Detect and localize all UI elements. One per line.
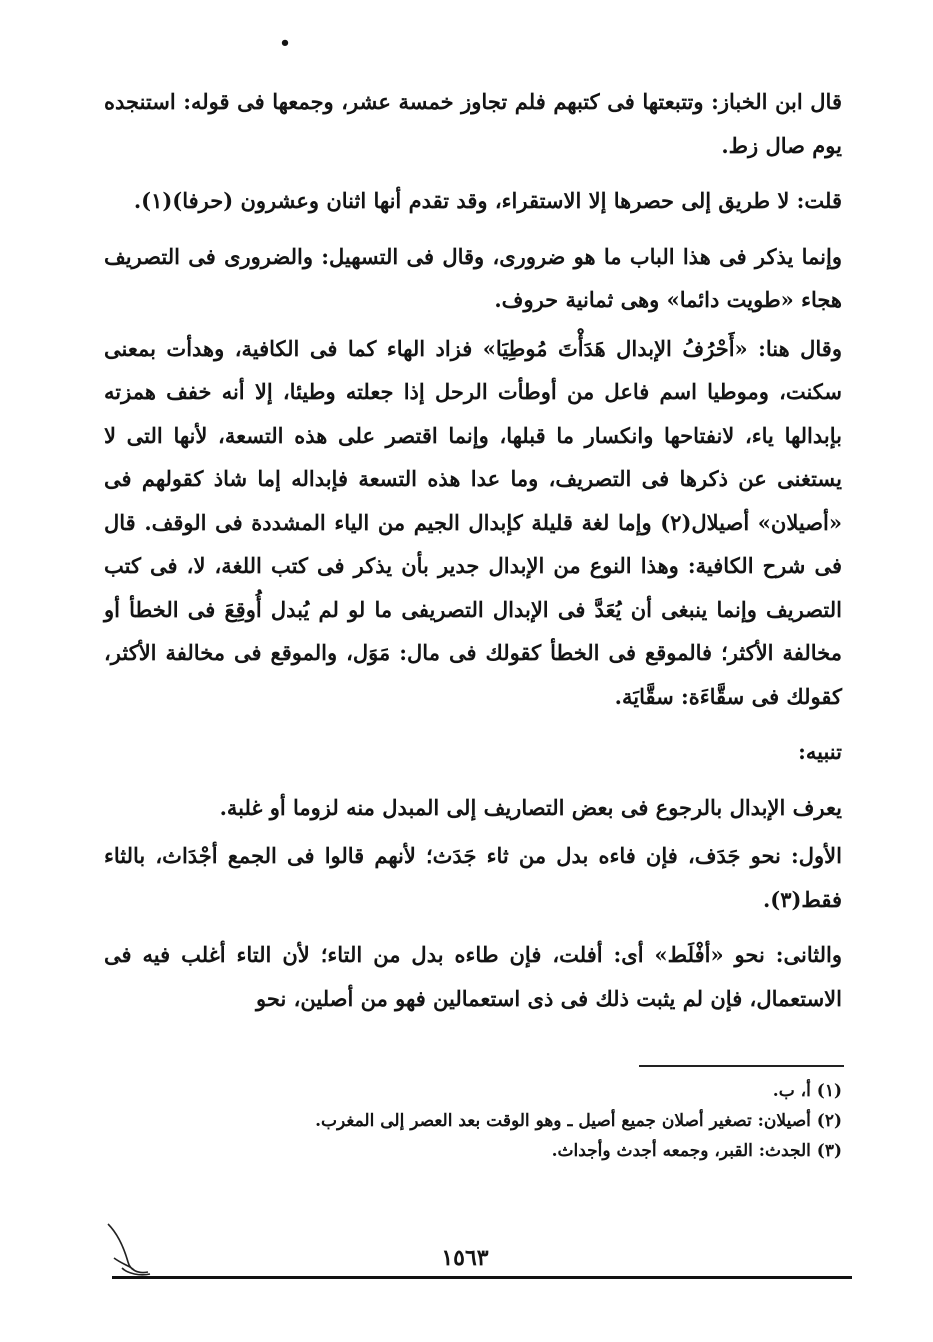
scribble-mark <box>104 1218 156 1280</box>
footnote-3: (٣) الجدث: القبر، وجمعه أجدث وأجداث. <box>551 1141 842 1161</box>
paragraph-rujoo: يعرف الإبدال بالرجوع فى بعض التصاريف إلى المبدل منه لزوما أو غلبة. <box>219 794 842 820</box>
body-text <box>104 80 842 1020</box>
page-number: ١٥٦٣ <box>441 1245 489 1271</box>
paragraph-second: والثانى: نحو «أفْلَط» أى: أفلت، فإن طاءه بدل من التاء؛ لأن التاء أغلب فيه فى الاستعمال، فإن لم يثبت ذلك فى ذى استعمالين فهو من أصلين، نحو <box>104 942 842 1011</box>
footnote-separator <box>639 1065 844 1067</box>
paragraph-ibdal-letters: وقال هنا: «أَحْرُفُ الإبدال هَدَأْتَ مُوطِيَا» فزاد الهاء كما فى الكافية، وهدأت بمعنى سكنت، وموطيا اسم فاعل من أوطأت الرحل إذا جعلته وطيئا، إلا أنه خفف همزته بإبدالها ياء، لانفتاحها وانكسار ما قبلها، وإنما اقتصر على هذه التسعة، لأنها التى لا يستغنى عن ذكرها فى التصريف، وما عدا هذه التسعة فإبداله إما شاذ كقولهم فى «أصيلان» أصيلال(٢) وإما لغة قليلة كإبدال الجيم من الياء المشددة فى الوقف. قال فى شرح الكافية: وهذا النوع من الإبدال جدير بأن يذكر فى كتب اللغة، لا، فى كتب التصريف وإنما ينبغى أن يُعَدَّ فى الإبدال التصريفى ما لو لم يُبدل أُوقِعَ فى الخطأ أو مخالفة الأكثر؛ فالموقع فى الخطأ كقولك فى مال: مَوَل، والموقع فى مخالفة الأكثر، كقولك فى سقَّاءَة: سقَّايَة. <box>104 335 842 709</box>
footnote-2: (٢) أصيلان: تصغير أصلان جميع أصيل ـ وهو الوقت بعد العصر إلى المغرب. <box>315 1111 842 1131</box>
section-heading-tanbih: تنبيه: <box>798 739 842 764</box>
paragraph-ibn-al-khabbaz: قال ابن الخباز: وتتبعتها فى كتبهم فلم تجاوز خمسة عشر، وجمعها فى قوله: استنجده يوم صال زط. <box>104 89 842 158</box>
paragraph-qultu: قلت: لا طريق إلى حصرها إلا الاستقراء، وقد تقدم أنها اثنان وعشرون (حرفا)(١). <box>133 188 842 213</box>
footnotes <box>104 1076 842 1166</box>
paragraph-tashil: وإنما يذكر فى هذا الباب ما هو ضرورى، وقال فى التسهيل: والضرورى فى التصريف هجاء «طويت دائما» وهى ثمانية حروف. <box>104 243 842 312</box>
top-mark: • <box>279 33 291 54</box>
paragraph-first: الأول: نحو جَدَف، فإن فاءه بدل من ثاء جَدَث؛ لأنهم قالوا فى الجمع أجْدَاث، بالثاء فقط(٣). <box>104 843 842 912</box>
footnote-1: (١) أ، ب. <box>772 1081 842 1101</box>
bottom-rule <box>112 1276 852 1279</box>
